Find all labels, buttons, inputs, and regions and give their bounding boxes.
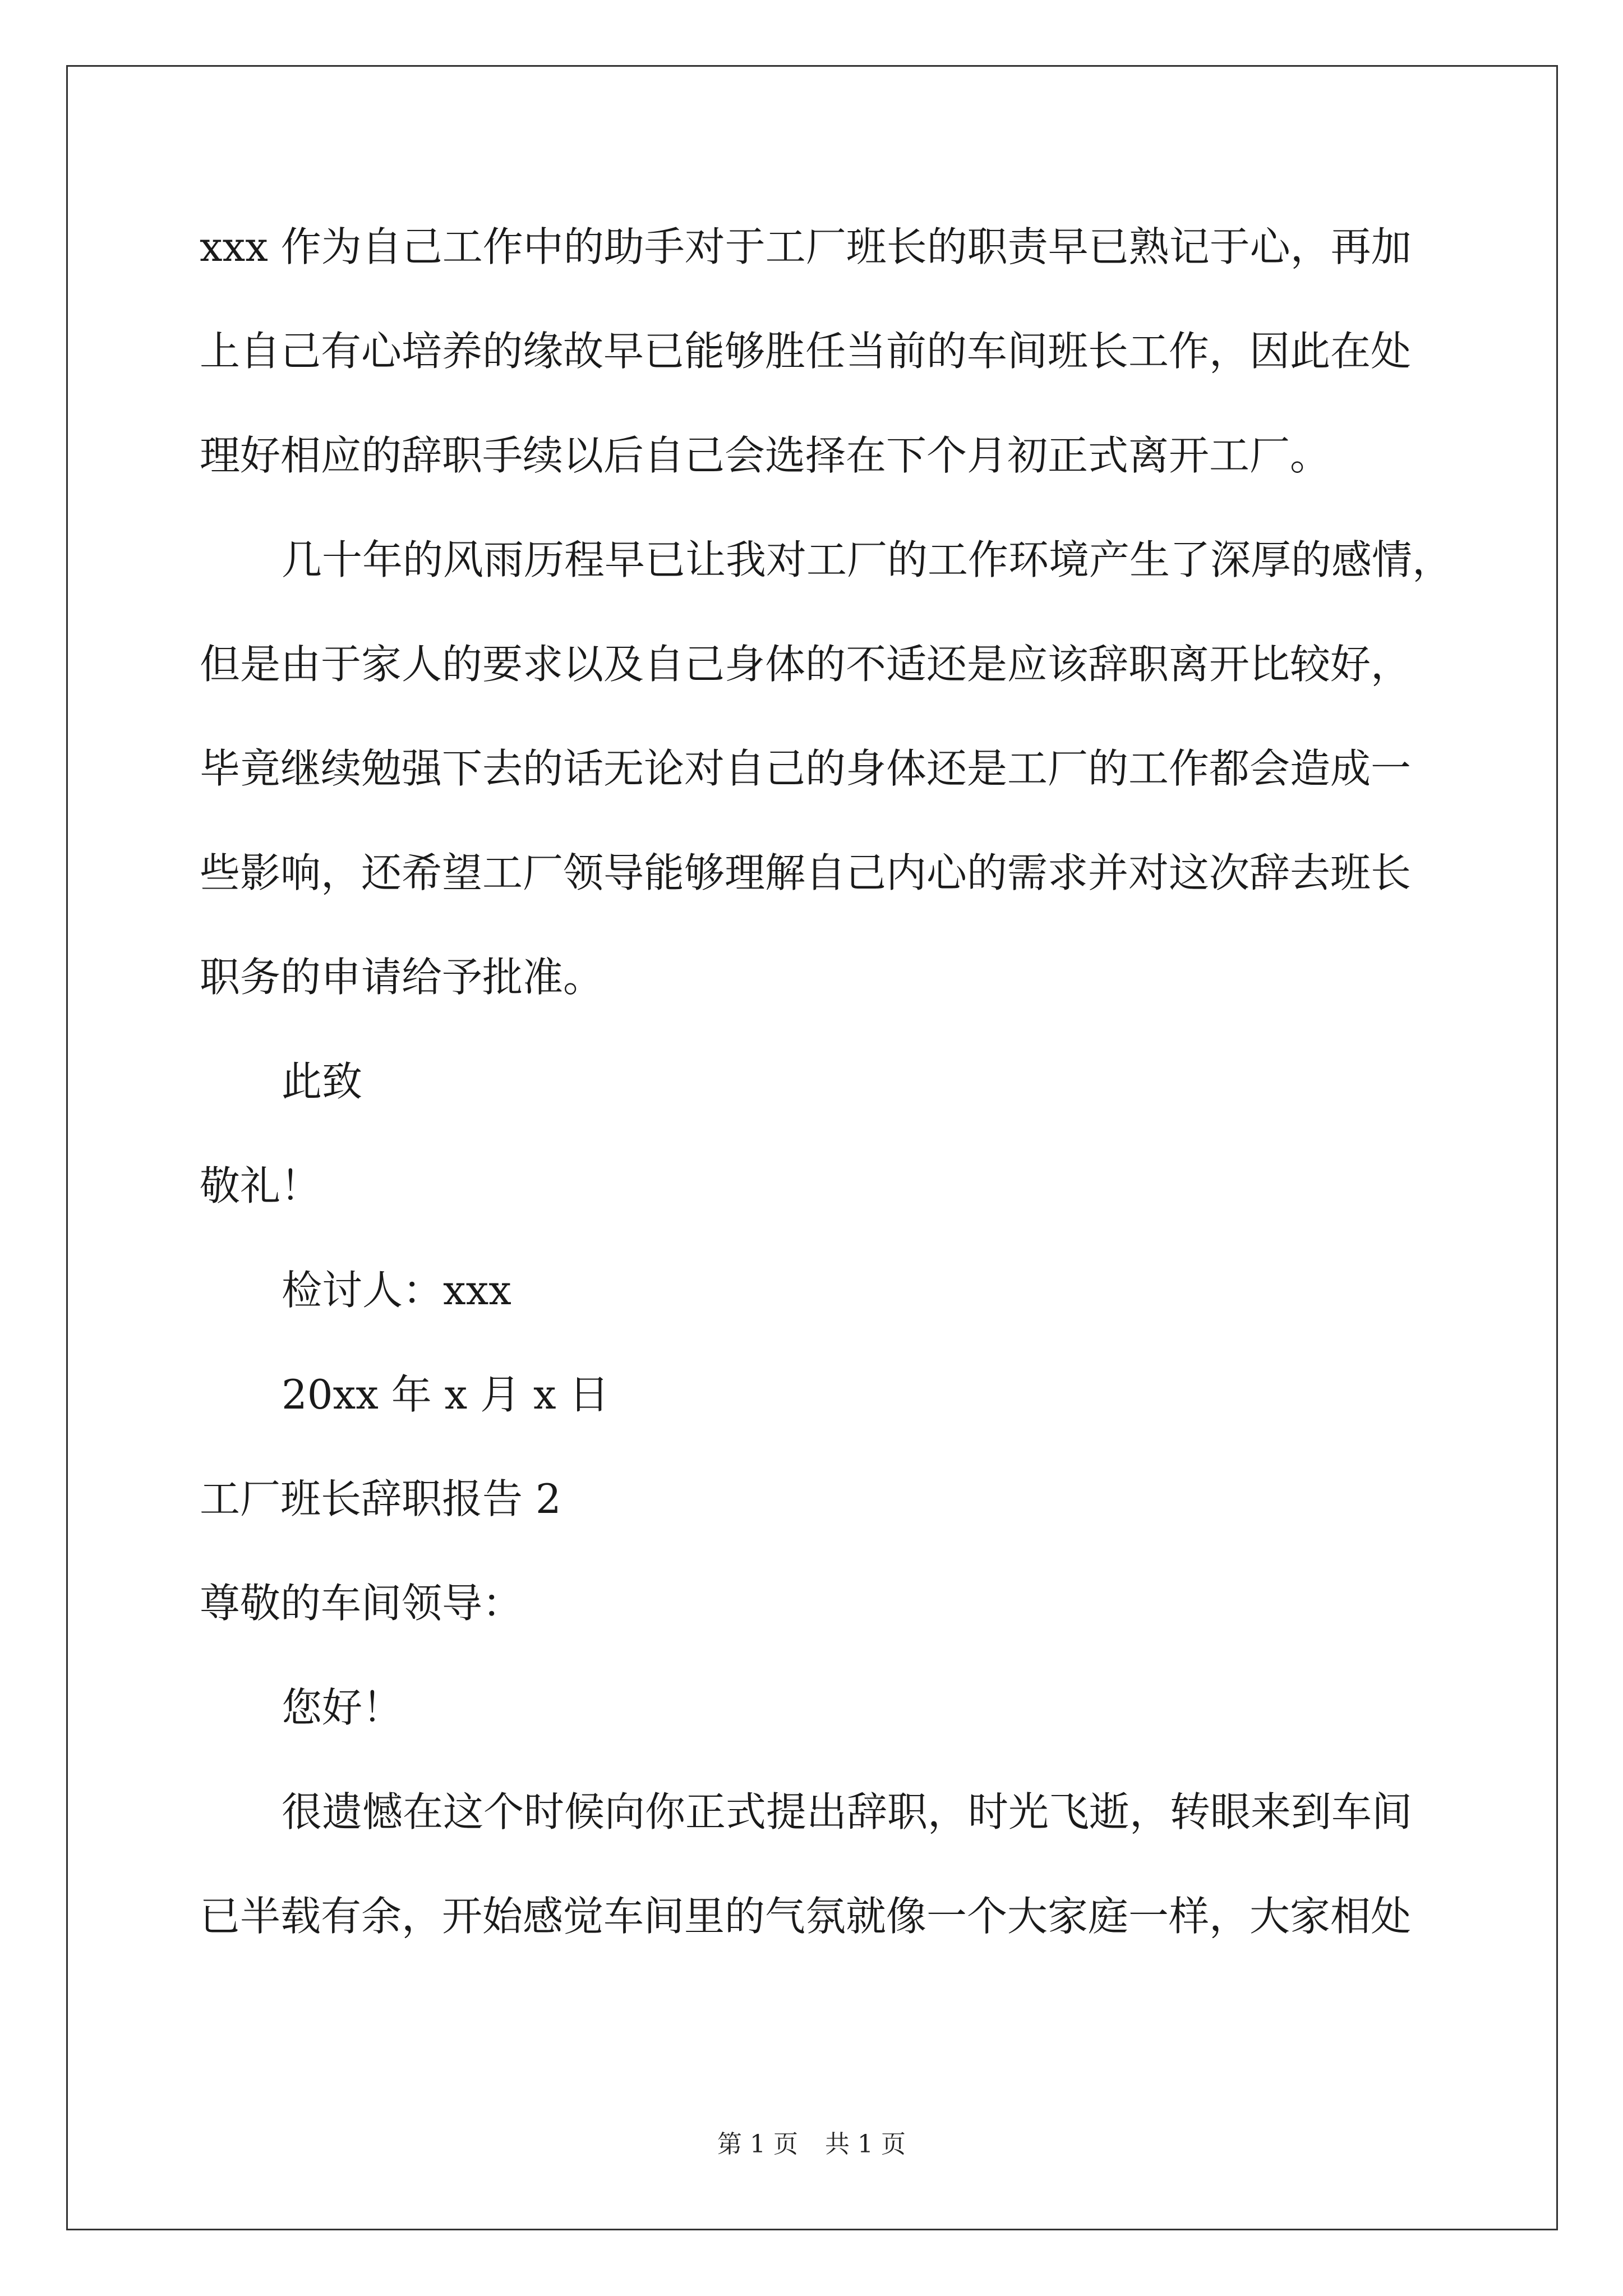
paragraph-line: 但是由于家人的要求以及自己身体的不适还是应该辞职离开比较好， [200, 641, 1412, 688]
paragraph-line: 些影响，还希望工厂领导能够理解自己内心的需求并对这次辞去班长 [200, 849, 1412, 896]
salutation-closing: 此致 [282, 1058, 363, 1105]
page-footer [0, 2130, 1623, 2159]
signature-date: 20xx 年 x 月 x 日 [282, 1371, 610, 1418]
paragraph-line: 已半载有余，开始感觉车间里的气氛就像一个大家庭一样，大家相处 [200, 1893, 1412, 1940]
letter-recipient: 尊敬的车间领导： [200, 1580, 523, 1627]
paragraph-line: 很遗憾在这个时候向你正式提出辞职，时光飞逝，转眼来到车间 [282, 1788, 1413, 1835]
paragraph-line: 理好相应的辞职手续以后自己会选择在下个月初正式离开工厂。 [200, 432, 1331, 479]
paragraph-line: 几十年的风雨历程早已让我对工厂的工作环境产生了深厚的感情， [282, 536, 1453, 583]
signature-name: 检讨人：xxx [282, 1267, 511, 1314]
letter-greeting: 您好！ [282, 1684, 403, 1731]
paragraph-line: xxx 作为自己工作中的助手对于工厂班长的职责早已熟记于心，再加 [200, 223, 1412, 270]
paragraph-line: 毕竟继续勉强下去的话无论对自己的身体还是工厂的工作都会造成一 [200, 745, 1412, 792]
page-total: 共 1 页 [825, 2130, 906, 2159]
section-title: 工厂班长辞职报告 2 [200, 1475, 561, 1522]
salutation-regards: 敬礼！ [200, 1162, 321, 1209]
paragraph-line: 上自己有心培养的缘故早已能够胜任当前的车间班长工作，因此在处 [200, 328, 1412, 375]
page-number: 第 1 页 [717, 2130, 798, 2159]
paragraph-line: 职务的申请给予批准。 [200, 954, 604, 1001]
